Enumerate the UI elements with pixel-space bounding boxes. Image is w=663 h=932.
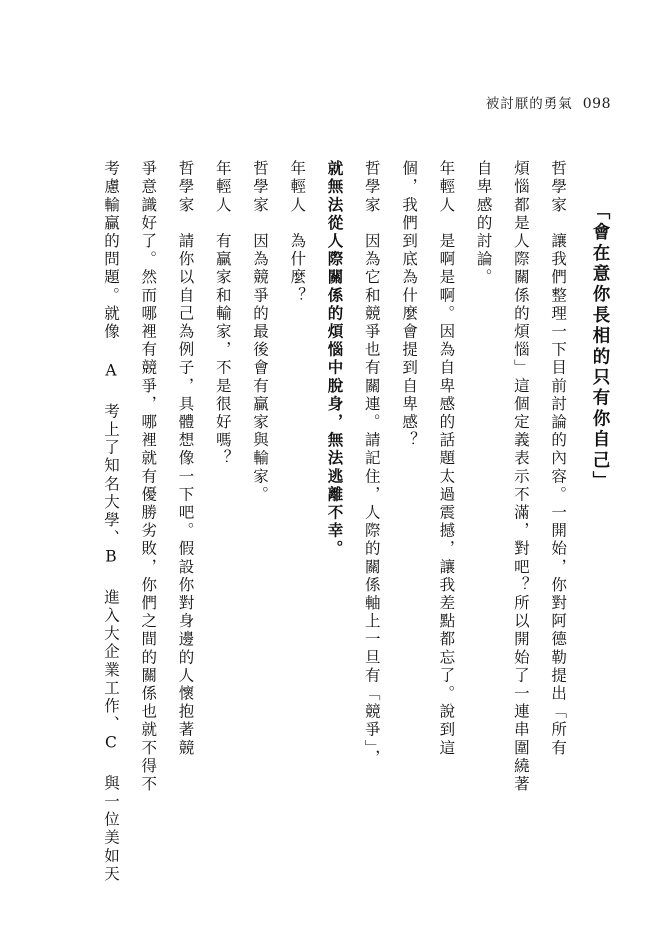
text-column-2: 煩惱都是人際關係的煩惱」這個定義表示不滿，對吧？所以開始了一連串圍繞著 (511, 160, 530, 794)
text-column-5: 個，我們到底為什麼會提到自卑感？ (400, 160, 419, 450)
text-column-3: 自卑感的討論。 (474, 160, 493, 287)
text-column-11: 哲學家 請你以自己為例子，具體想像一下吧。假設你對身邊的人懷抱著競 (176, 160, 195, 758)
text-column-9: 哲學家 因為競爭的最後會有贏家與輸家。 (251, 160, 269, 504)
running-head (486, 92, 611, 112)
text-column-13: 考慮輸贏的問題。就像 A 考上了知名大學、B 進入大企業工作、C 與一位美如天 (101, 160, 120, 884)
text-column-7: 就無法從人際關係的煩惱中脫身，無法逃離不幸。 (325, 160, 345, 559)
section-heading: 「會在意你長相的只有你自己」 (590, 202, 610, 492)
text-column-12: 爭意識好了。然而哪裡有競爭，哪裡就有優勝劣敗，你們之間的關係也就不得不 (139, 160, 158, 794)
text-column-6: 哲學家 因為它和競爭也有關連。請記住，人際的關係軸上一旦有「競爭」， (362, 160, 381, 768)
text-column-8: 年輕人 為什麼？ (288, 160, 307, 305)
vertical-text-body (40, 146, 623, 884)
text-column-4: 年輕人 是啊是啊。因為自卑感的話題太過震撼，讓我差點都忘了。說到這 (437, 160, 456, 758)
text-column-1: 哲學家 讓我們整理一下目前討論的內容。一開始，你對阿德勒提出「所有 (549, 160, 568, 758)
page-number: 098 (582, 96, 611, 112)
book-title: 被討厭的勇氣 (485, 96, 573, 112)
text-column-10: 年輕人 有贏家和輸家，不是很好嗎？ (213, 160, 232, 468)
